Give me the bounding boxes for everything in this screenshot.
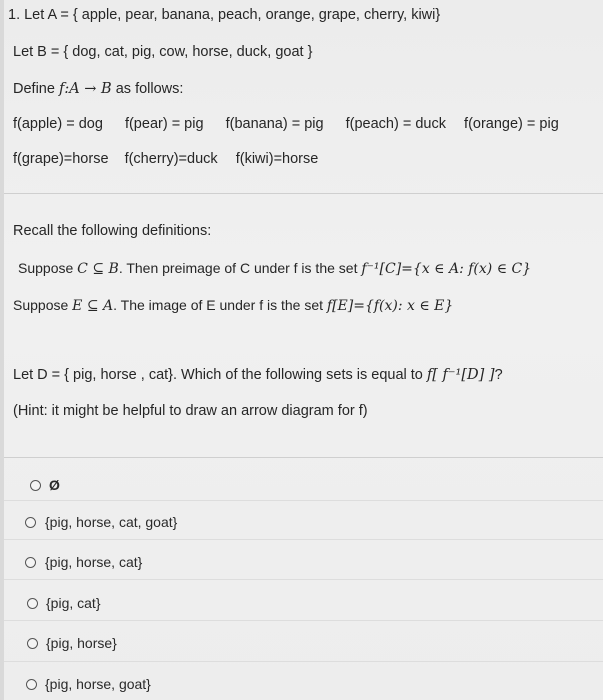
radio-button[interactable] <box>30 480 41 491</box>
prompt-formula: f[ f⁻¹[D] ] <box>426 367 495 383</box>
mapping-orange: f(orange) = pig <box>464 116 559 132</box>
option-label[interactable]: {pig, horse, cat} <box>45 554 143 570</box>
image-text: . The image of E under f is the set <box>113 297 327 313</box>
options-top-divider <box>4 457 603 458</box>
option-divider <box>4 500 603 501</box>
image-definition <box>13 296 453 315</box>
radio-button[interactable] <box>25 517 36 528</box>
option-divider <box>4 620 603 621</box>
c-subset-b: C ⊆ B <box>77 261 119 277</box>
option-divider <box>4 539 603 540</box>
preimage-prefix: Suppose <box>18 260 78 276</box>
radio-button[interactable] <box>26 679 37 690</box>
image-formula: f[E]={f(x): x ∈ E} <box>326 298 454 314</box>
question-prompt <box>13 366 503 384</box>
image-prefix: Suppose <box>13 297 73 313</box>
mapping-row-2 <box>13 150 318 168</box>
preimage-text: . Then preimage of C under f is the set <box>118 260 362 276</box>
recall-heading: Recall the following definitions: <box>13 223 212 239</box>
mapping-row-1 <box>13 115 559 133</box>
radio-button[interactable] <box>27 638 38 649</box>
mapping-banana: f(banana) = pig <box>225 116 324 132</box>
prompt-suffix: ? <box>494 367 503 383</box>
option-label[interactable]: {pig, horse, cat, goat} <box>45 514 178 530</box>
function-definition-suffix: as follows: <box>111 81 184 97</box>
preimage-definition <box>18 259 531 278</box>
prompt-text: Let D = { pig, horse , cat}. Which of the following sets is equal to <box>13 367 427 383</box>
set-b-definition: Let B = { dog, cat, pig, cow, horse, duck, goat } <box>13 44 313 60</box>
option-label[interactable]: {pig, horse} <box>46 635 117 651</box>
divider <box>4 193 603 194</box>
option-divider <box>4 579 603 580</box>
option-label[interactable]: {pig, horse, goat} <box>45 676 151 692</box>
option-divider <box>4 661 603 662</box>
mapping-peach: f(peach) = duck <box>345 116 446 132</box>
set-a-definition: 1. Let A = { apple, pear, banana, peach, orange, grape, cherry, kiwi} <box>8 7 441 23</box>
function-definition <box>13 80 183 98</box>
mapping-kiwi: f(kiwi)=horse <box>235 151 319 167</box>
mapping-grape: f(grape)=horse <box>13 151 109 167</box>
mapping-pear: f(pear) = pig <box>124 116 204 132</box>
e-subset-a: E ⊆ A <box>72 298 114 314</box>
function-definition-prefix: Define <box>13 81 59 97</box>
hint-text: (Hint: it might be helpful to draw an arrow diagram for f) <box>13 403 368 419</box>
page-edge <box>0 0 4 700</box>
mapping-apple: f(apple) = dog <box>13 116 103 132</box>
preimage-formula: f⁻¹[C]={x ∈ A: f(x) ∈ C} <box>361 261 532 277</box>
radio-button[interactable] <box>25 557 36 568</box>
mapping-cherry: f(cherry)=duck <box>124 151 218 167</box>
option-label[interactable]: {pig, cat} <box>46 595 101 611</box>
radio-button[interactable] <box>27 598 38 609</box>
function-signature: f:A → B <box>58 81 112 97</box>
option-label[interactable]: Ø <box>49 477 60 493</box>
